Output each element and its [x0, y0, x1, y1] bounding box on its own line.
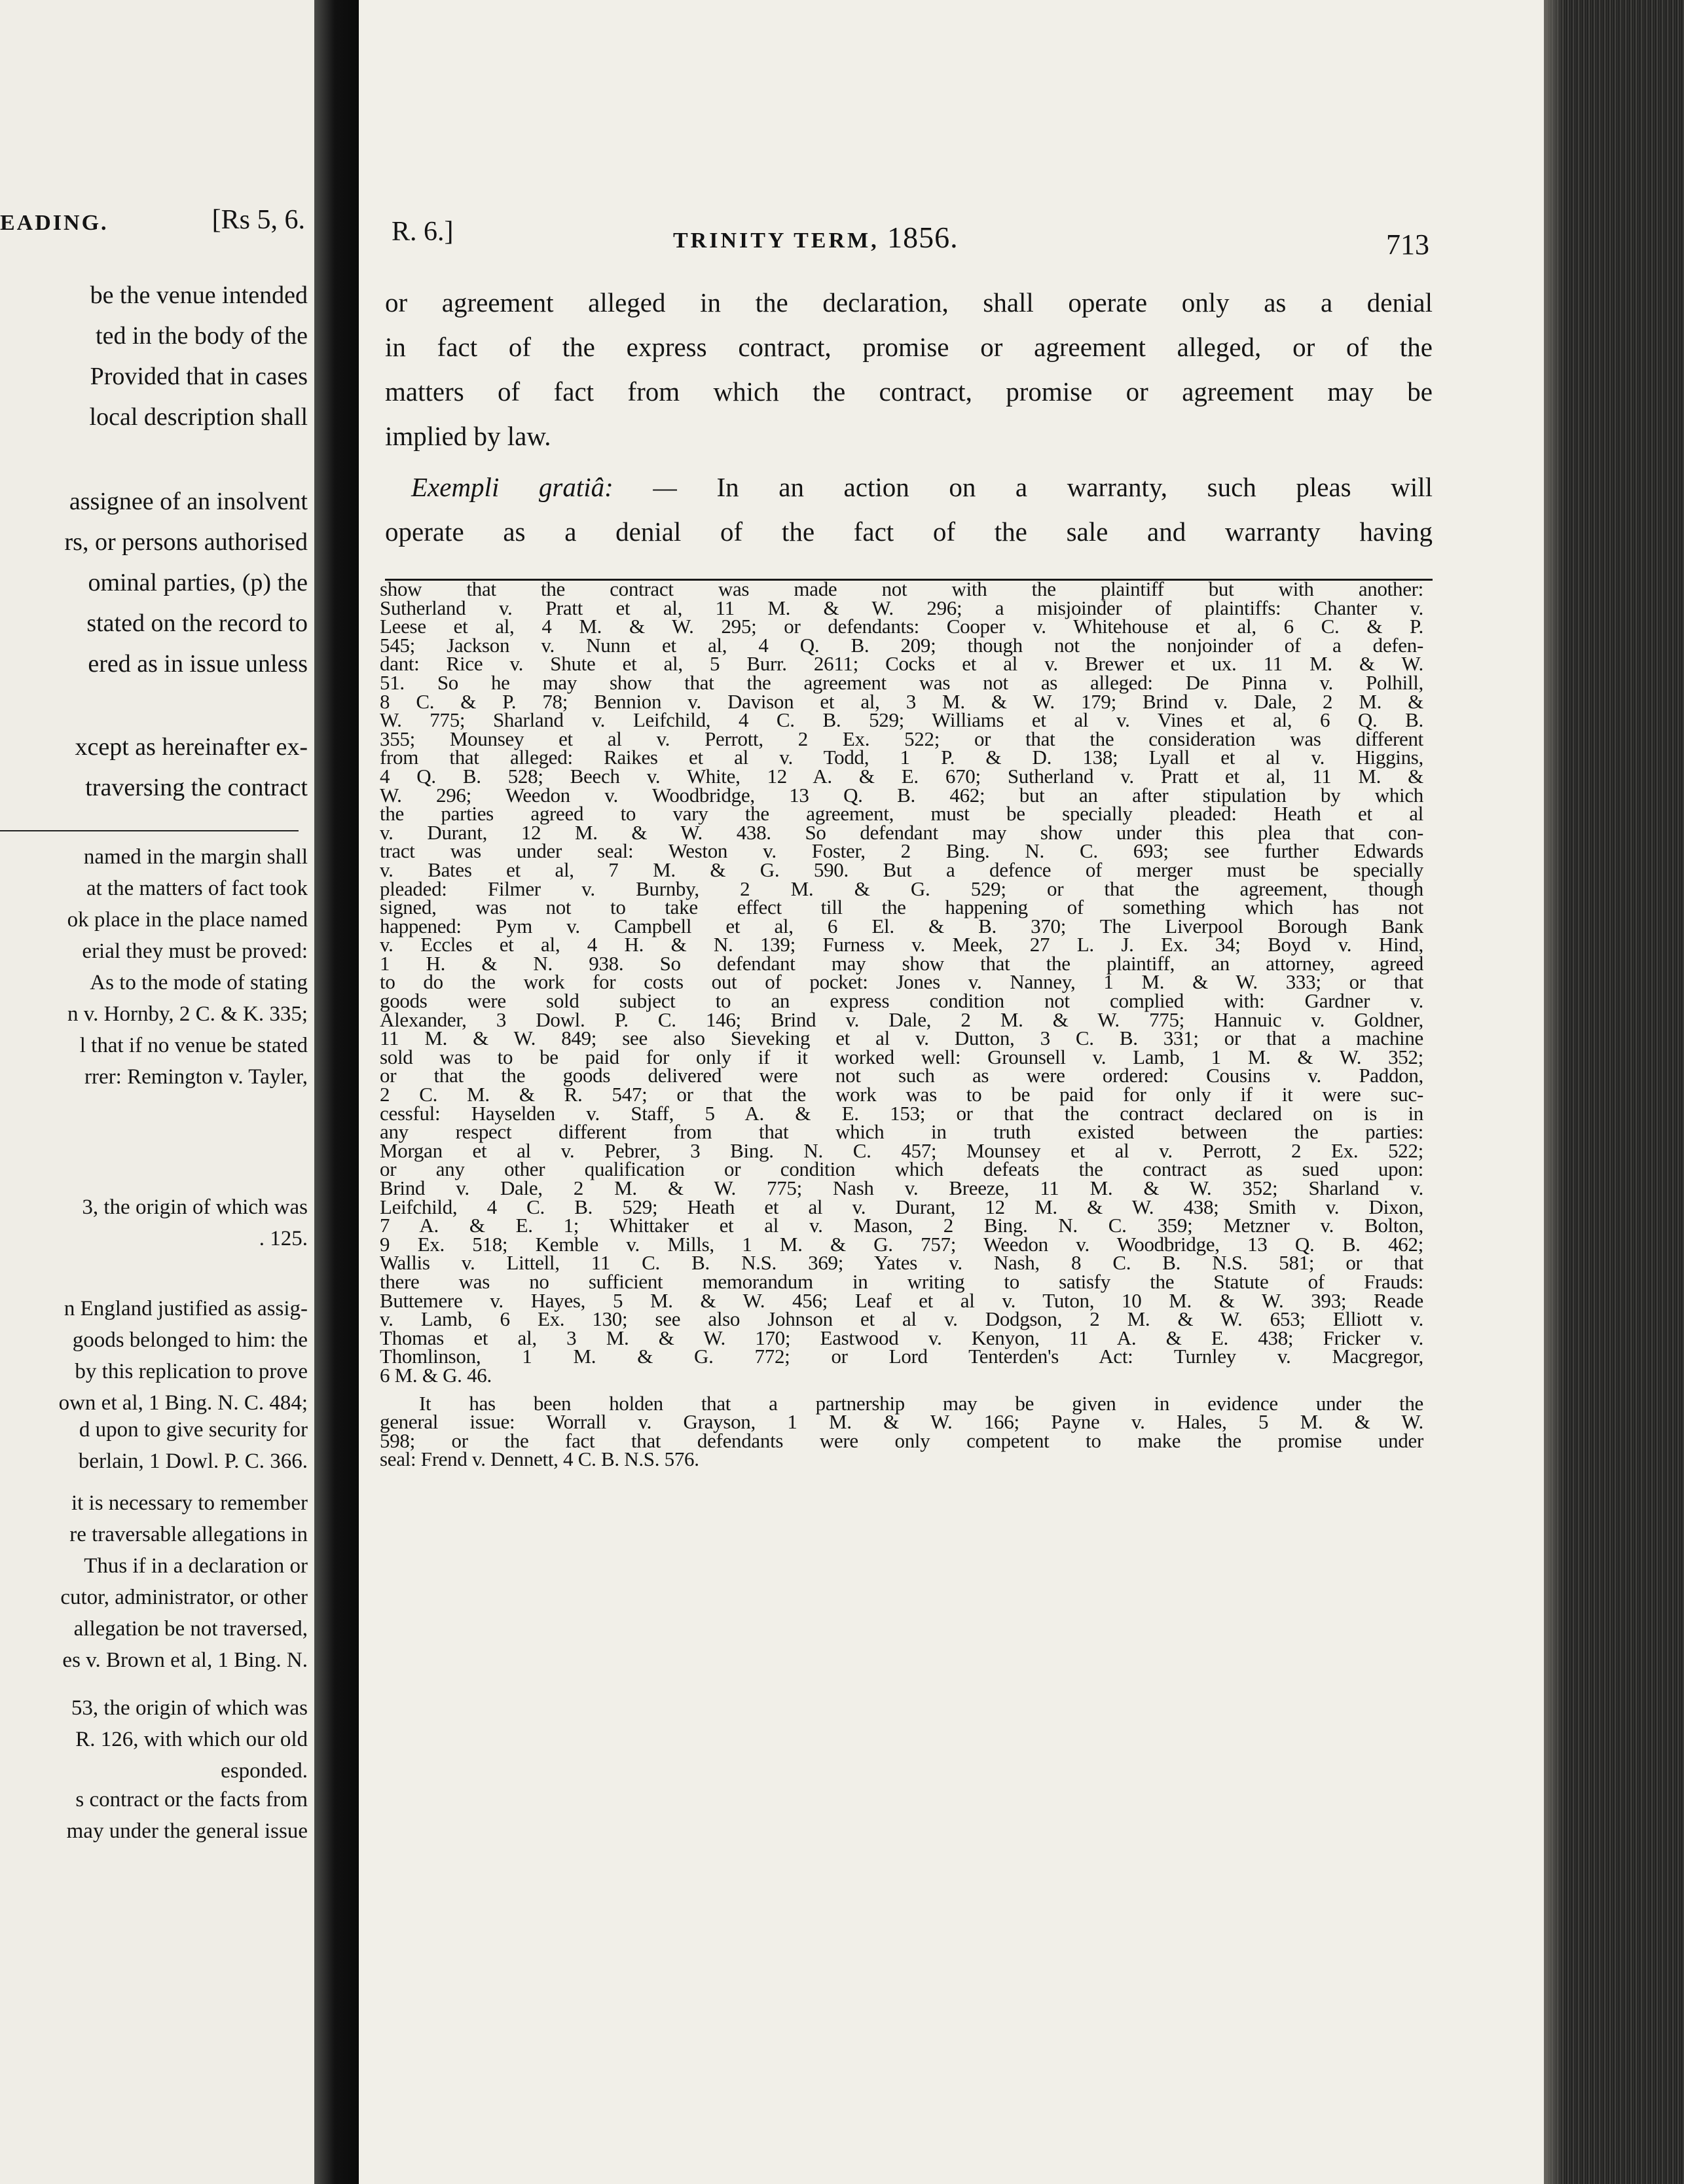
footnote-line: cutor, administrator, or other [60, 1586, 308, 1609]
footnote-line: Sutherland v. Pratt et al, 11 M. & W. 296; a misjoinder of plaintiffs: Chanter v. [380, 596, 1423, 619]
footnote-line: Leifchild, 4 C. B. 529; Heath et al v. Durant, 12 M. & W. 438; Smith v. Dixon, [380, 1195, 1423, 1218]
left-footnote-block-2 [0, 1192, 308, 1254]
footnote-line: Thomlinson, 1 M. & G. 772; or Lord Tenterden's Act: Turnley v. Macgregor, [380, 1345, 1423, 1368]
footnote-line: 7 A. & E. 1; Whittaker et al v. Mason, 2 Bing. N. C. 359; Metzner v. Bolton, [380, 1214, 1423, 1237]
footnote-line: goods were sold subject to an express condition not complied with: Gardner v. [380, 989, 1423, 1013]
footnote-line: R. 126, with which our old [75, 1728, 308, 1751]
footnote-line: show that the contract was made not with the plaintiff but with another: [380, 577, 1423, 600]
footnote-line: tract was under seal: Weston v. Foster, 2 Bing. N. C. 693; see further Edwards [380, 839, 1423, 863]
footnote-line: may under the general issue [66, 1819, 308, 1843]
footnote-line: to do the work for costs out of pocket: Jones v. Nanney, 1 M. & W. 333; or that [380, 970, 1423, 994]
footnote-line: l that if no venue be stated [79, 1034, 308, 1057]
footnote-line: berlain, 1 Dowl. P. C. 366. [78, 1449, 308, 1473]
footnote-line: 2 C. M. & R. 547; or that the work was to be paid for only if it were suc- [380, 1083, 1423, 1106]
footnote-line: 1 H. & N. 938. So defendant may show that the plaintiff, an attorney, agreed [380, 951, 1423, 975]
footnote-line: 6 M. & G. 46. [380, 1363, 492, 1387]
footnote-line: general issue: Worrall v. Grayson, 1 M. & W. 166; Payne v. Hales, 5 M. & W. [380, 1410, 1423, 1434]
section-reference: R. 6.] [392, 217, 454, 247]
footnote-line: there was no sufficient memorandum in writing to satisfy the Statute of Frauds: [380, 1269, 1423, 1293]
term-year: 1856. [887, 221, 959, 254]
footnote-line: by this replication to prove [75, 1360, 308, 1383]
text-line: xcept as hereinafter ex- [75, 733, 308, 761]
footnote-line: Wallis v. Littell, 11 C. B. N.S. 369; Yates v. Nash, 8 C. B. N.S. 581; or that [380, 1251, 1423, 1275]
text-line: ered as in issue unless [88, 650, 308, 678]
footnote-line: at the matters of fact took [86, 877, 308, 900]
footnote-line: W. 296; Weedon v. Woodbridge, 13 Q. B. 462; but an after stipulation by which [380, 783, 1423, 807]
footnote-line: 53, the origin of which was [71, 1696, 308, 1720]
footnote-line: signed, was not to take effect till the happening of something which has not [380, 896, 1423, 919]
footnote-line: n England justified as assig- [64, 1297, 308, 1320]
example-label: Exempli gratiâ: — [411, 472, 677, 502]
footnote-line: 9 Ex. 518; Kemble v. Mills, 1 M. & G. 757; Weedon v. Woodbridge, 13 Q. B. 462; [380, 1232, 1423, 1256]
footnote-line: ok place in the place named [67, 908, 308, 932]
running-header [392, 216, 1429, 261]
footnote-line: v. Bates et al, 7 M. & G. 590. But a defence of merger must be specially [380, 858, 1423, 881]
running-title [673, 220, 959, 255]
footnote-line: re traversable allegations in [69, 1523, 308, 1546]
footnote-line: seal: Frend v. Dennett, 4 C. B. N.S. 576. [380, 1447, 699, 1471]
footnote-line: Morgan et al v. Pebrer, 3 Bing. N. C. 457; Mounsey et al v. Perrott, 2 Ex. 522; [380, 1138, 1423, 1162]
left-running-title: EADING. [0, 211, 109, 235]
page-number: 713 [1386, 228, 1429, 261]
footnote-line: pleaded: Filmer v. Burnby, 2 M. & G. 529; or that the agreement, though [380, 877, 1423, 900]
footnote-line: 51. So he may show that the agreement was not as alleged: De Pinna v. Polhill, [380, 670, 1423, 694]
footnote-line: Leese et al, 4 M. & W. 295; or defendants: Cooper v. Whitehouse et al, 6 C. & P. [380, 615, 1423, 638]
footnote-line: the parties agreed to vary the agreement, must be specially pleaded: Heath et al [380, 802, 1423, 826]
footnote-line: any respect different from that which in truth existed between the parties: [380, 1120, 1423, 1144]
body-line: implied by law. [385, 421, 551, 451]
footnote-line: Thomas et al, 3 M. & W. 170; Eastwood v. Kenyon, 11 A. & E. 438; Fricker v. [380, 1326, 1423, 1349]
footnote-line: Buttemere v. Hayes, 5 M. & W. 456; Leaf et al v. Tuton, 10 M. & W. 393; Reade [380, 1288, 1423, 1312]
book-gutter-shadow [314, 0, 360, 2184]
footnote-line: 8 C. & P. 78; Bennion v. Davison et al, 3 M. & W. 179; Brind v. Dale, 2 M. & [380, 689, 1423, 713]
footnote-line: 11 M. & W. 849; see also Sieveking et al v. Dutton, 3 C. B. 331; or that a machine [380, 1027, 1423, 1050]
footnote-line: s contract or the facts from [75, 1788, 308, 1811]
main-body-text [385, 280, 1433, 554]
footnote-line: allegation be not traversed, [73, 1617, 308, 1641]
footnote-line: erial they must be proved: [82, 939, 308, 963]
footnote-line: v. Eccles et al, 4 H. & N. 139; Furness v. Meek, 27 L. J. Ex. 34; Boyd v. Hind, [380, 933, 1423, 956]
footnote-line: v. Durant, 12 M. & W. 438. So defendant may show under this plea that con- [380, 820, 1423, 844]
text-line: rs, or persons authorised [64, 528, 308, 556]
footnote-line: Brind v. Dale, 2 M. & W. 775; Nash v. Breeze, 11 M. & W. 352; Sharland v. [380, 1176, 1423, 1199]
text-line: Provided that in cases [90, 363, 308, 390]
footnote-line: 3, the origin of which was [82, 1195, 308, 1219]
footnote-line: 4 Q. B. 528; Beech v. White, 12 A. & E. 670; Sutherland v. Pratt et al, 11 M. & [380, 764, 1423, 788]
body-line: operate as a denial of the fact of the sale and warranty having [385, 517, 1433, 547]
footnote-line: W. 775; Sharland v. Leifchild, 4 C. B. 529; Williams et al v. Vines et al, 6 Q. B. [380, 708, 1423, 732]
term-name: TRINITY TERM, [673, 228, 879, 253]
example-text: In an action on a warranty, such pleas will [716, 472, 1433, 502]
page-edge-shade [1544, 0, 1564, 2184]
text-line: traversing the contract [85, 774, 308, 801]
body-line: or agreement alleged in the declaration, shall operate only as a denial [385, 287, 1433, 318]
footnote-line: Thus if in a declaration or [84, 1554, 308, 1578]
footnote-text [380, 577, 1423, 1471]
text-line: ted in the body of the [96, 322, 308, 350]
body-line: in fact of the express contract, promise or agreement alleged, or of the [385, 332, 1433, 362]
example-line [385, 465, 1433, 509]
text-line: assignee of an insolvent [69, 488, 308, 515]
left-text-block-2 [0, 481, 308, 684]
footnote-line: cessful: Hayselden v. Staff, 5 A. & E. 153; or that the contract declared on is in [380, 1101, 1423, 1125]
footnote-line: dant: Rice v. Shute et al, 5 Burr. 2611; Cocks et al v. Brewer et ux. 11 M. & W. [380, 652, 1423, 676]
footnote-line: n v. Hornby, 2 C. & K. 335; [67, 1002, 308, 1026]
footnote-line: it is necessary to remember [71, 1491, 308, 1515]
left-text-block-1 [0, 275, 308, 437]
left-text-block-3 [0, 727, 308, 808]
footnote-line: esponded. [221, 1759, 308, 1783]
footnote-line: v. Lamb, 6 Ex. 130; see also Johnson et al v. Dodgson, 2 M. & W. 653; Elliott v. [380, 1307, 1423, 1331]
footnote-line: Alexander, 3 Dowl. P. C. 146; Brind v. Dale, 2 M. & W. 775; Hannuic v. Goldner, [380, 1008, 1423, 1031]
footnote-line: named in the margin shall [83, 845, 308, 869]
left-footnote-block-6 [0, 1692, 308, 1787]
text-line: stated on the record to [86, 610, 308, 637]
footnote-line: or that the goods delivered were not such as were ordered: Cousins v. Paddon, [380, 1064, 1423, 1087]
footnote-line: d upon to give security for [79, 1418, 308, 1442]
footnote-line: It has been holden that a partnership may be given in evidence under the [419, 1391, 1423, 1415]
text-line: ominal parties, (p) the [88, 569, 308, 596]
footnote-line: from that alleged: Raikes et al v. Todd, 1 P. & D. 138; Lyall et al v. Higgins, [380, 746, 1423, 769]
book-page-edge [1544, 0, 1684, 2184]
footnote-line: 355; Mounsey et al v. Perrott, 2 Ex. 522; or that the consideration was different [380, 727, 1423, 750]
text-line: local description shall [89, 403, 308, 431]
left-footnote-block-4 [0, 1414, 308, 1477]
left-footnote-block-7 [0, 1784, 308, 1847]
left-footnote-block-5 [0, 1487, 308, 1676]
text-line: be the venue intended [90, 282, 308, 309]
footnote-line: 598; or the fact that defendants were only competent to make the promise under [380, 1429, 1423, 1452]
footnote-line: rrer: Remington v. Tayler, [84, 1065, 308, 1089]
footnote-line: As to the mode of stating [90, 971, 308, 994]
left-rule-reference: [Rs 5, 6. [211, 205, 305, 235]
footnote-line: sold was to be paid for only if it worked well: Grounsell v. Lamb, 1 M. & W. 352; [380, 1045, 1423, 1068]
footnote-line: 545; Jackson v. Nunn et al, 4 Q. B. 209; though not the nonjoinder of a defen- [380, 633, 1423, 657]
footnote-line: own et al, 1 Bing. N. C. 484; [58, 1391, 308, 1415]
footnote-line: es v. Brown et al, 1 Bing. N. [62, 1648, 308, 1672]
footnote-line: or any other qualification or condition which defeats the contract as sued upon: [380, 1157, 1423, 1181]
left-footnote-block-3 [0, 1293, 308, 1419]
footnote-line: happened: Pym v. Campbell et al, 6 El. & B. 370; The Liverpool Borough Bank [380, 914, 1423, 937]
right-main-page [359, 0, 1544, 2184]
left-footnote-block-1 [0, 841, 308, 1093]
body-line: matters of fact from which the contract, promise or agreement may be [385, 376, 1433, 407]
footnote-line: goods belonged to him: the [72, 1328, 308, 1352]
left-footnote-rule [0, 830, 299, 831]
left-facing-page [0, 0, 314, 2184]
footnote-line: . 125. [259, 1227, 308, 1250]
